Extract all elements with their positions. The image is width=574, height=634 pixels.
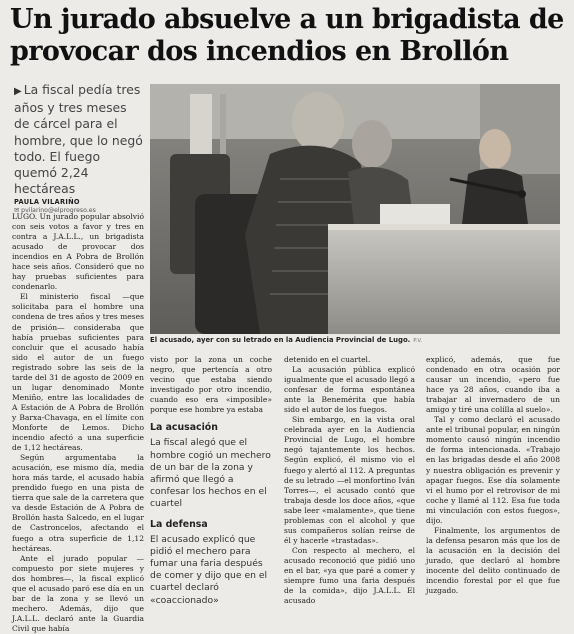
article-column-2 [150,355,272,607]
headline-line-1: Un jurado absuelve a un brigadista de [10,4,564,35]
deck-marker: ▶ [14,86,22,97]
column-1-paragraph: Ante el jurado popular —compuesto por siete mujeres y dos hombres—, la fiscal explicó que el acusado paró ese día en un bar de la zona y se llevó un mechero. Además, dijo que J.A.L.L. declaró ante la Guardia Civil que había [12,553,144,633]
photo-credit: P.V. [413,338,423,344]
column-1-paragraph: LUGO. Un jurado popular absolvió con seis votos a favor y tres en contra a J.A.L.L., un brigadista acusado de provocar dos incendios en A Pobra de Brollón hace seis años. Consideró que no hay pruebas suficientes para condenarlo. [12,212,144,292]
headline-line-2: provocar dos incendios en Brollón [10,36,509,67]
article-column-4 [426,355,560,596]
column-4-paragraph: Tal y como declaró el acusado ante el tribunal popular, en ningún momento causó ningún incendio de forma intencionada. «Trabajo en las brigadas desde el año 2008 y nuestra obligación es prevenir y apagar fuegos. Ese día solamente vi el humo por el retrovisor de mi coche y llamé al 112. Esa fue toda mi vinculación con estos fuegos», dijo. [426,415,560,525]
column-3-paragraph: Sin embargo, en la vista oral celebrada ayer en la Audiencia Provincial de Lugo, el hombre negó tajantemente los hechos. Según explicó, él mismo vio el fuego y alertó al 112. A preguntas de su letrado —el monfortino Iván Torres—, el acusado contó que trabaja desde los doce años, «que sabe leer «malamente», que tiene problemas con el alcohol y que sus compañeros solían reírse de él y hacerle «trastadas». [284,415,415,545]
article-column-1 [12,212,144,634]
article-column-3 [284,355,415,606]
sidebar-text-acusacion [150,437,272,510]
column-2-paragraph: visto por la zona un coche negro, que pertencía a otro vecino que estaba siendo investigado por otro incendio, cuando eso era «imposible» porque ese hombre ya estaba [150,355,272,415]
photo-caption [150,336,560,344]
author-name: PAULA VILARIÑO [14,198,80,206]
sidebar-text-defensa [150,534,272,607]
sidebar-defensa-paragraph: El acusado explicó que pidió el mechero para fumar una faria después de comer y dijo que en el cuartel declaró «coaccionado» [150,533,268,606]
column-3-paragraph: detenido en el cuartel. [284,355,371,364]
sidebar-heading-defensa: La defensa [150,518,208,530]
deck-text: La fiscal pedía tres años y tres meses de cárcel para el hombre, que lo negó todo. El fuego quemó 2,24 hectáreas [14,82,143,197]
news-photo [150,84,560,334]
courtroom-photo-illustration [150,84,560,334]
deck [14,82,146,197]
author-email: ✉ pvilarino@elprogreso.es [14,207,96,214]
sidebar-acusacion-paragraph: La fiscal alegó que el hombre cogió un mechero de un bar de la zona y afirmó que llegó a confesar los hechos en el cuartel [150,437,271,510]
column-1-paragraph: El ministerio fiscal —que solicitaba para el hombre una condena de tres años y tres meses de prisión— consideraba que había pruebas suficientes para concluir que el acusado había sido el autor de un fuego registrado sobre las seis de la tarde del 31 de agosto de 2009 en un lugar denominado Monte Meniño, entre las localidades de A Estación de A Pobra de Brollón y Barxa-Chavaga, en el límite con Monforte de Lemos. Dicho incendio afectó a una superficie de 1,12 hectáreas. [12,292,144,453]
column-3-paragraph: Con respecto al mechero, el acusado reconoció que pidió uno en el bar, «ya que paré a comer y siempre fumo una faria después de la comida», dijo J.A.L.L. El acusado [284,545,415,606]
headline [10,4,565,68]
column-4-paragraph: Finalmente, los argumentos de la defensa pesaron más que los de la acusación en la decisión del jurado, que declaró al hombre inocente del delito continuado de incendio forestal por el que fue juzgado. [426,525,560,596]
column-4-paragraph: explicó, además, que fue condenado en otra ocasión por causar un incendio, «pero fue hace ya 28 años, cuando iba a trabajar al invernadero de un amigo y tiré una colilla al suelo». [426,355,560,415]
photo-caption-text: El acusado, ayer con su letrado en la Audiencia Provincial de Lugo. [150,336,411,344]
sidebar-heading-acusacion: La acusación [150,422,218,434]
column-1-paragraph: Según argumentaba la acusación, ese mismo día, media hora más tarde, el acusado había prendido fuego en una pista de tierra que sale de la carretera que va desde Estación de A Pobra de Brollón hasta Salcedo, en el lugar de Castroncelos, afectando el fuego a otra superficie de 1,12 hectáreas. [12,453,144,553]
column-3-paragraph: La acusación pública explicó igualmente que el acusado llegó a confesar de forma espontánea ante la Benemérita que había sido el autor de los fuegos. [284,365,415,415]
